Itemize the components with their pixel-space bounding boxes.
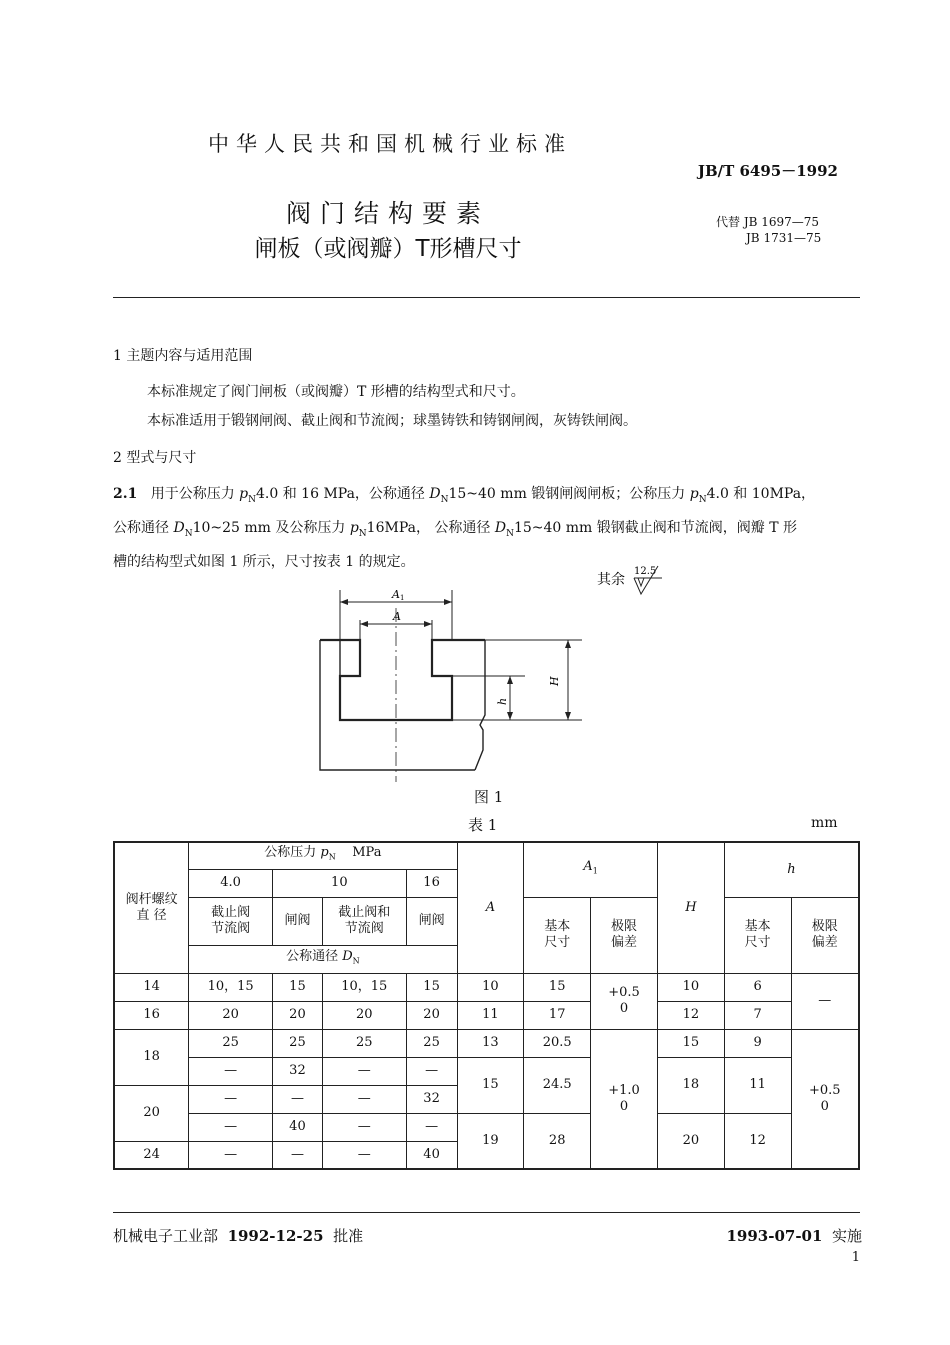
- cell: 10，15: [322, 973, 406, 1001]
- roughness-value: 12.5: [634, 566, 657, 577]
- header-H: H: [657, 842, 724, 973]
- cell: —: [406, 1057, 457, 1085]
- cell: 25: [406, 1029, 457, 1057]
- cell: 20: [657, 1113, 724, 1169]
- cell: 40: [406, 1141, 457, 1169]
- cell: 15: [657, 1029, 724, 1057]
- cell: —: [189, 1113, 273, 1141]
- cell: —: [322, 1085, 406, 1113]
- cell: 7: [724, 1001, 791, 1029]
- header-rule: [113, 297, 860, 298]
- cell: 9: [724, 1029, 791, 1057]
- cell: 12: [724, 1113, 791, 1169]
- cell: +1.0 0: [591, 1029, 658, 1169]
- cell: 24: [114, 1141, 189, 1169]
- cell: —: [189, 1057, 273, 1085]
- table-1: [113, 841, 860, 1170]
- header-A1: $A_1$: [524, 842, 658, 897]
- cell: +0.5 0: [591, 973, 658, 1029]
- cell: 40: [273, 1113, 323, 1141]
- table-row: [114, 1029, 859, 1057]
- header-p16: 16: [406, 869, 457, 897]
- cell: 12: [657, 1001, 724, 1029]
- header-stem-thread: 阀杆螺纹 直 径: [114, 842, 189, 973]
- cell: 15: [524, 973, 591, 1001]
- cell: 16: [114, 1001, 189, 1029]
- replaces-standard-1: 代替 JB 1697—75: [716, 215, 820, 229]
- organization-title: 中华人民共和国机械行业标准: [208, 132, 572, 156]
- dim-label-A1-sub: 1: [400, 594, 405, 602]
- cell: 14: [114, 973, 189, 1001]
- dim-label-H: H: [548, 676, 561, 686]
- header-type-globe-throttle: 截止阀 节流阀: [189, 897, 273, 945]
- cell: 15: [273, 973, 323, 1001]
- cell: 20: [406, 1001, 457, 1029]
- header-A: A: [457, 842, 524, 973]
- cell: 18: [114, 1029, 189, 1085]
- cell: —: [189, 1085, 273, 1113]
- cell: 20.5: [524, 1029, 591, 1057]
- section-1-paragraph-2: 本标准适用于锻钢闸阀、截止阀和节流阀；球墨铸铁和铸钢闸阀，灰铸铁闸阀。: [147, 413, 637, 429]
- implementation-line: 1993-07-01 实施: [726, 1227, 862, 1245]
- header-type-globe-and-throttle: 截止阀和 节流阀: [322, 897, 406, 945]
- header-h: h: [724, 842, 859, 897]
- cell: 28: [524, 1113, 591, 1169]
- standard-number: JB/T 6495－1992: [697, 162, 838, 180]
- cell: +0.5 0: [791, 1029, 859, 1169]
- dim-label-A1: A: [392, 588, 400, 601]
- header-type-gate-2: 闸阀: [406, 897, 457, 945]
- table-unit: mm: [811, 815, 838, 831]
- cell: 11: [457, 1001, 524, 1029]
- table-row: [114, 973, 859, 1001]
- header-h-tolerance: 极限 偏差: [791, 897, 859, 973]
- cell: 25: [273, 1029, 323, 1057]
- cell: —: [273, 1085, 323, 1113]
- approval-line: 机械电子工业部 1992-12-25 批准: [113, 1227, 364, 1245]
- table-1-caption: 表 1: [468, 816, 498, 834]
- dim-label-A: A: [393, 610, 401, 623]
- document-title-line1: 阀门结构要素: [285, 199, 490, 228]
- header-h-basic: 基本 尺寸: [724, 897, 791, 973]
- cell: 19: [457, 1113, 524, 1169]
- cell: 10: [457, 973, 524, 1001]
- header-A1-tolerance: 极限 偏差: [591, 897, 658, 973]
- cell: —: [791, 973, 859, 1029]
- roughness-other-label: 其余: [597, 572, 625, 588]
- page-number: 1: [851, 1250, 860, 1265]
- cell: 18: [657, 1057, 724, 1113]
- cell: 15: [406, 973, 457, 1001]
- section-1-title: 1 主题内容与适用范围: [113, 348, 253, 364]
- cell: 20: [322, 1001, 406, 1029]
- document-title-line2: 闸板（或阀瓣）T形槽尺寸: [254, 236, 522, 262]
- cell: 11: [724, 1057, 791, 1113]
- cell: 10，15: [189, 973, 273, 1001]
- table-row: [114, 1057, 859, 1085]
- cell: 6: [724, 973, 791, 1001]
- cell: —: [189, 1141, 273, 1169]
- replaces-standard-2: JB 1731—75: [746, 231, 822, 245]
- section-2-1-paragraph: 2.1 用于公称压力 $p_N4.0$ 和 16 MPa，公称通径 $D_N15\sim 40$ mm 锻钢闸阀闸板；公称压力 $p_N4.0$ 和 10MPa， 公称通径 $D_N10\sim 25$ mm 及公称压力 $p_N16MPa$， 公称通径 $D_N15\sim 40$ mm 锻钢截止阀和节流阀，阀瓣 T 形 槽的结构型式如图 1 所示，尺寸按表 1 的规定。: [113, 486, 816, 570]
- header-A1-basic: 基本 尺寸: [524, 897, 591, 973]
- header-p10: 10: [273, 869, 407, 897]
- cell: 32: [273, 1057, 323, 1085]
- cell: 13: [457, 1029, 524, 1057]
- cell: 15: [457, 1057, 524, 1113]
- cell: 10: [657, 973, 724, 1001]
- cell: 20: [114, 1085, 189, 1141]
- figure-1-t-slot-drawing: [300, 560, 680, 785]
- cell: 24.5: [524, 1057, 591, 1113]
- cell: —: [273, 1141, 323, 1169]
- table-row: [114, 1001, 859, 1029]
- header-type-gate: 闸阀: [273, 897, 323, 945]
- section-2-title: 2 型式与尺寸: [113, 450, 197, 466]
- dim-label-h: h: [496, 697, 509, 705]
- cell: —: [322, 1057, 406, 1085]
- cell: 20: [189, 1001, 273, 1029]
- header-nominal-diameter: 公称通径 $D_N$: [189, 945, 457, 973]
- cell: 20: [273, 1001, 323, 1029]
- cell: —: [322, 1141, 406, 1169]
- header-nominal-pressure: 公称压力 $p_N$ MPa: [189, 842, 457, 869]
- footer-rule: [113, 1212, 860, 1213]
- table-row: [114, 1113, 859, 1141]
- header-p40: 4.0: [189, 869, 273, 897]
- cell: 25: [322, 1029, 406, 1057]
- cell: —: [322, 1113, 406, 1141]
- cell: 32: [406, 1085, 457, 1113]
- cell: —: [406, 1113, 457, 1141]
- cell: 17: [524, 1001, 591, 1029]
- section-1-paragraph-1: 本标准规定了阀门闸板（或阀瓣）T 形槽的结构型式和尺寸。: [147, 384, 525, 400]
- figure-1-caption: 图 1: [474, 788, 504, 806]
- cell: 25: [189, 1029, 273, 1057]
